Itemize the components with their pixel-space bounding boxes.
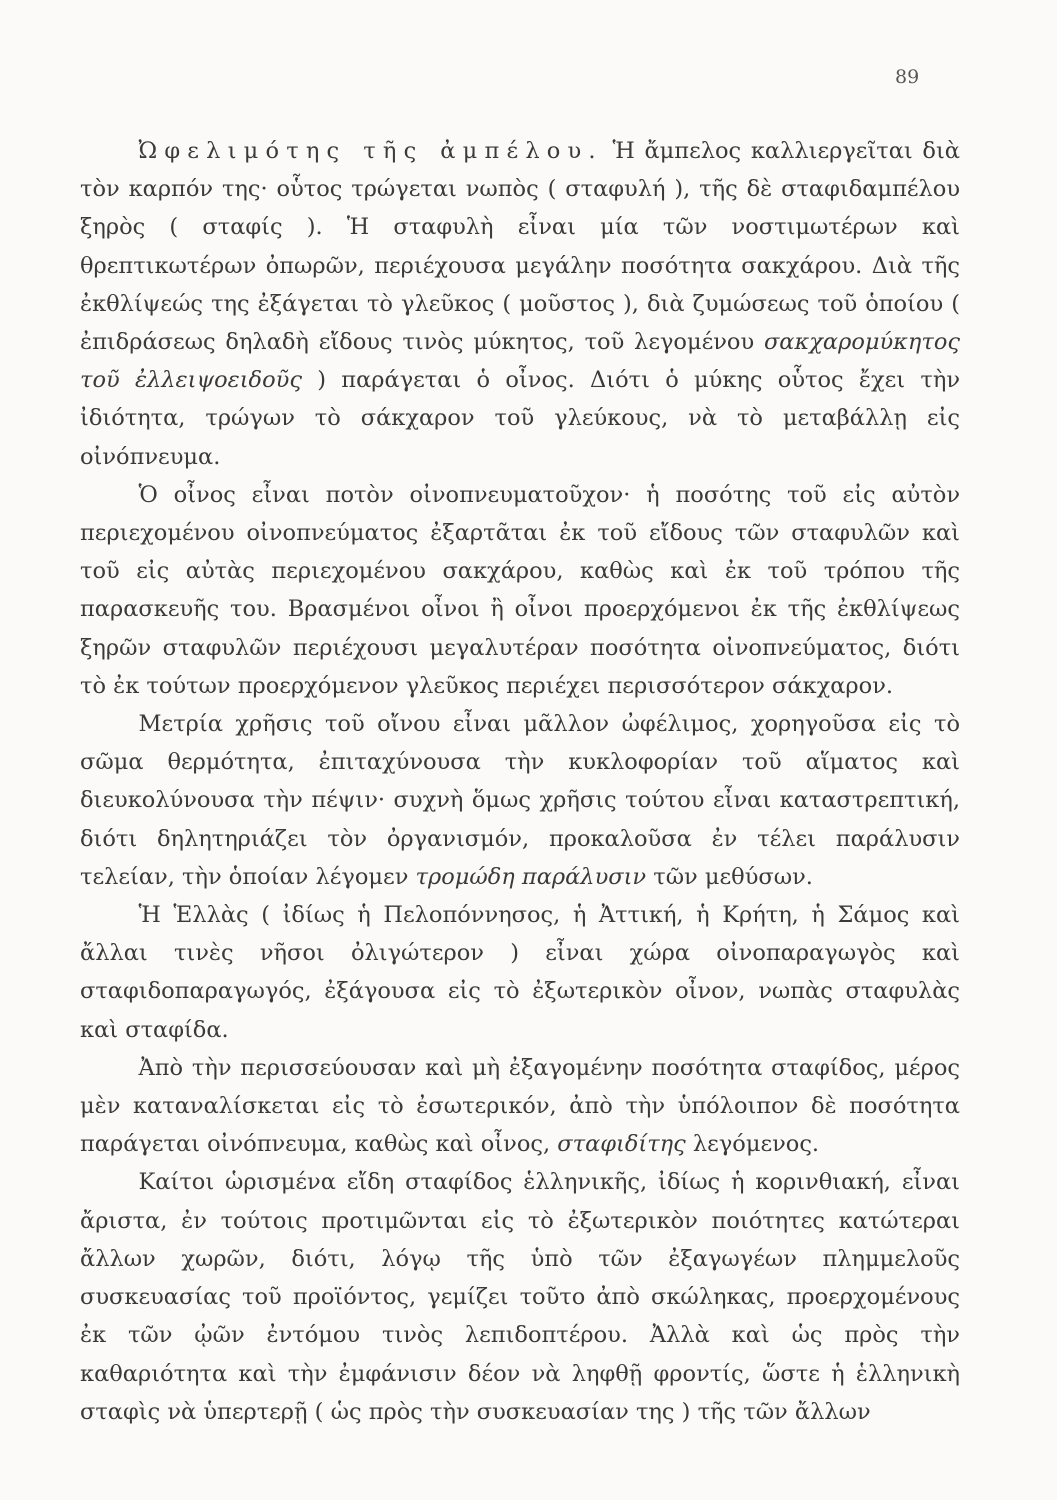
- section-heading: Ὠφελιμότης τῆς ἀμπέλου.: [138, 138, 603, 164]
- paragraph-text: λεγόμενος.: [685, 1131, 820, 1158]
- italic-term: τρομώδη παράλυσιν: [415, 863, 647, 890]
- paragraph-greece-production: Ἡ Ἑλλὰς ( ἰδίως ἡ Πελοπόννησος, ἡ Ἀττική, ἡ Κρήτη, ἡ Σάμος καὶ ἄλλαι τινὲς νῆσοι ὀλιγώτερον ) εἶναι χώρα οἰνοπαραγωγὸς καὶ σταφιδοπαραγωγός, ἐξάγουσα εἰς τὸ ἐξωτερικὸν οἶνον, νωπὰς σταφυλὰς καὶ σταφίδα.: [80, 902, 960, 1043]
- paragraph-surplus-raisins: [80, 1049, 960, 1164]
- body-text: [80, 132, 960, 1431]
- paragraph-text: ) παράγεται ὁ οἶνος. Διότι ὁ μύκης οὗτος ἔχει τὴν ἰδιότητα, τρώγων τὸ σάκχαρον τοῦ γλεύκους, νὰ τὸ μεταβάλλῃ εἰς οἰνόπνευμα.: [80, 367, 960, 470]
- page-number: 89: [895, 66, 920, 88]
- italic-term: σταφιδίτης: [557, 1131, 686, 1158]
- paragraph-wine-alcohol: Ὁ οἶνος εἶναι ποτὸν οἰνοπνευματοῦχον· ἡ ποσότης τοῦ εἰς αὐτὸν περιεχομένου οἰνοπνεύματος ἐξαρτᾶται ἐκ τοῦ εἴδους τῶν σταφυλῶν καὶ τοῦ εἰς αὐτὰς περιεχομένου σακχάρου, καθὼς καὶ ἐκ τοῦ τρόπου τῆς παρασκευῆς του. Βρασμένοι οἶνοι ἢ οἶνοι προερχόμενοι ἐκ τῆς ἐκθλίψεως ξηρῶν σταφυλῶν περιέχουσι μεγαλυτέραν ποσότητα οἰνοπνεύματος, διότι τὸ ἐκ τούτων προερχόμενον γλεῦκος περιέχει περισσότερον σάκχαρον.: [80, 481, 960, 699]
- paragraph-moderate-use: [80, 705, 960, 896]
- paragraph-text: Ἡ ἄμπελος καλλιεργεῖται διὰ τὸν καρπόν της· οὗτος τρώγεται νωπὸς ( σταφυλή ), τῆς δὲ σταφιδαμπέλου ξηρὸς ( σταφίς ). Ἡ σταφυλὴ εἶναι μία τῶν νοστιμωτέρων καὶ θρεπτικωτέρων ὀπωρῶν, περιέχουσα μεγάλην ποσότητα σακχάρου. Διὰ τῆς ἐκθλίψεώς της ἐξάγεται τὸ γλεῦκος ( μοῦστος ), διὰ ζυμώσεως τοῦ ὁποίου ( ἐπιδράσεως δηλαδὴ εἴδους τινὸς μύκητος, τοῦ λεγομένου: [80, 138, 960, 356]
- paragraph-raisin-quality: Καίτοι ὡρισμένα εἴδη σταφίδος ἑλληνικῆς, ἰδίως ἡ κορινθιακή, εἶναι ἄριστα, ἐν τούτοις προτιμῶνται εἰς τὸ ἐξωτερικὸν ποιότητες κατώτεραι ἄλλων χωρῶν, διότι, λόγῳ τῆς ὑπὸ τῶν ἐξαγωγέων πλημμελοῦς συσκευασίας τοῦ προϊόντος, γεμίζει τοῦτο ἀπὸ σκώληκας, προερχομένους ἐκ τῶν ᾠῶν ἐντόμου τινὸς λεπιδοπτέρου. Ἀλλὰ καὶ ὡς πρὸς τὴν καθαριότητα καὶ τὴν ἐμφάνισιν δέον νὰ ληφθῇ φροντίς, ὥστε ἡ ἑλληνικὴ σταφὶς νὰ ὑπερτερῇ ( ὡς πρὸς τὴν συσκευασίαν της ) τῆς τῶν ἄλλων: [80, 1169, 960, 1425]
- paragraph-benefits-of-vine: [80, 132, 960, 476]
- paragraph-text: τῶν μεθύσων.: [646, 863, 813, 890]
- paragraph-text: Ἀπὸ τὴν περισσεύουσαν καὶ μὴ ἐξαγομένην ποσότητα σταφίδος, μέρος μὲν καταναλίσκεται εἰς τὸ ἐσωτερικόν, ἀπὸ τὴν ὑπόλοιπον δὲ ποσότητα παράγεται οἰνόπνευμα, καθὼς καὶ οἶνος,: [80, 1054, 960, 1158]
- italic-term: σακχαρομύκητος τοῦ ἐλλειψοειδοῦς: [80, 329, 960, 394]
- paragraph-text: Μετρία χρῆσις τοῦ οἴνου εἶναι μᾶλλον ὠφέλιμος, χορηγοῦσα εἰς τὸ σῶμα θερμότητα, ἐπιταχύνουσα τὴν κυκλοφορίαν τοῦ αἵματος καὶ διευκολύνουσα τὴν πέψιν· συχνὴ ὅμως χρῆσις τούτου εἶναι καταστρεπτική, διότι δηλητηριάζει τὸν ὀργανισμόν, προκαλοῦσα ἐν τέλει παράλυσιν τελείαν, τὴν ὁποίαν λέγομεν: [80, 711, 960, 890]
